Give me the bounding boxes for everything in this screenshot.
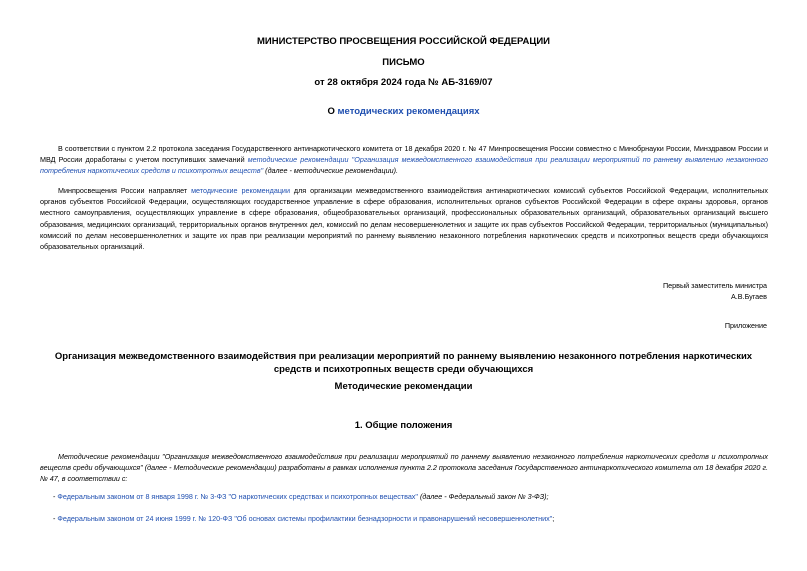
p2-link[interactable]: методические рекомендации <box>191 186 290 195</box>
list-item-rest: (далее - Федеральный закон № 3-ФЗ); <box>417 492 549 501</box>
appendix-title: Организация межведомственного взаимодействия при реализации мероприятий по раннему выявлению незаконного потребления наркотических средств и психотропных веществ среди обучающихся <box>54 351 753 375</box>
p2-text-a: Минпросвещения России направляет <box>58 186 192 195</box>
p1-text-a: В соответствии с пунктом 2.2 протокола заседания Государственного антинаркотического комитета от 18 декабря 2020 г. № 47 Минпросвещения России совместно с Минобрнауки России, Минздравом России и МВД России доработаны с учетом поступивших замечаний <box>40 144 768 165</box>
subject-prefix: О <box>327 106 338 117</box>
p2-text-b: для организации межведомственного взаимодействия антинаркотических комиссий субъектов Российской Федерации, исполнительных органов субъектов Российской Федерации, осуществляющих государственное управление в сфере образования, исполнительных органов субъектов Российской Федерации в сфере охраны здоровья, органов местного самоуправления, осуществляющих управление в сфере образования, общеобразовательных организаций, профессиональных образовательных организаций, образовательных организаций высшего образования, медицинских организаций, территориальных органов внутренних дел, комиссий по делам несовершеннолетних и защите их прав субъектов Российской Федерации, территориальных (муниципальных) комиссий по делам несовершеннолетних и защите их прав при реализации мероприятий по раннему выявлению незаконного потребления наркотических средств и психотропных веществ среди обучающихся образовательных организаций. <box>40 186 768 252</box>
paragraph-1 <box>40 143 768 177</box>
list-item <box>53 513 768 524</box>
p1-text-b: (далее - методические рекомендации). <box>263 166 398 176</box>
law-120fz-link[interactable]: Федеральным законом от 24 июня 1999 г. № 120-ФЗ "Об основах системы профилактики безнадзорности и правонарушений несовершеннолетних" <box>57 514 553 523</box>
law-3fz-link[interactable]: Федеральным законом от 8 января 1998 г. № 3-ФЗ "О наркотических средствах и психотропных веществах" <box>57 492 418 501</box>
doc-type: ПИСЬМО <box>382 57 425 68</box>
bullet-dash: - <box>53 514 58 523</box>
date-number: от 28 октября 2024 года № АБ-3169/07 <box>314 77 493 88</box>
signature-block <box>663 280 767 302</box>
subject-link[interactable]: методических рекомендациях <box>337 106 480 117</box>
list-item <box>53 491 768 502</box>
appendix-label: Приложение <box>724 321 767 330</box>
p1-link[interactable]: методические рекомендации "Организация межведомственного взаимодействия при реализации мероприятий по раннему выявлению незаконного потребления наркотических средств и психотропных веществ" <box>40 155 768 176</box>
subject-line <box>40 106 767 117</box>
appendix-subtitle: Методические рекомендации <box>334 381 473 392</box>
paragraph-3: Методические рекомендации "Организация межведомственного взаимодействия при реализации мероприятий по раннему выявлению незаконного потребления наркотических средств и психотропных веществ среди обучающихся" (далее - Методические рекомендации) разработаны в рамках исполнения пункта 2.2 протокола заседания Государственного антинаркотического комитета от 18 декабря 2020 г. № 47, в соответствии с: <box>40 452 768 484</box>
list-item-rest: ; <box>552 514 555 523</box>
paragraph-2 <box>40 185 768 252</box>
ministry-heading: МИНИСТЕРСТВО ПРОСВЕЩЕНИЯ РОССИЙСКОЙ ФЕДЕРАЦИИ <box>256 36 551 47</box>
signature-position: Первый заместитель министра <box>662 281 767 290</box>
section-heading: 1. Общие положения <box>354 420 453 431</box>
bullet-dash: - <box>53 492 58 501</box>
signature-name: А.В.Бугаев <box>730 292 767 302</box>
